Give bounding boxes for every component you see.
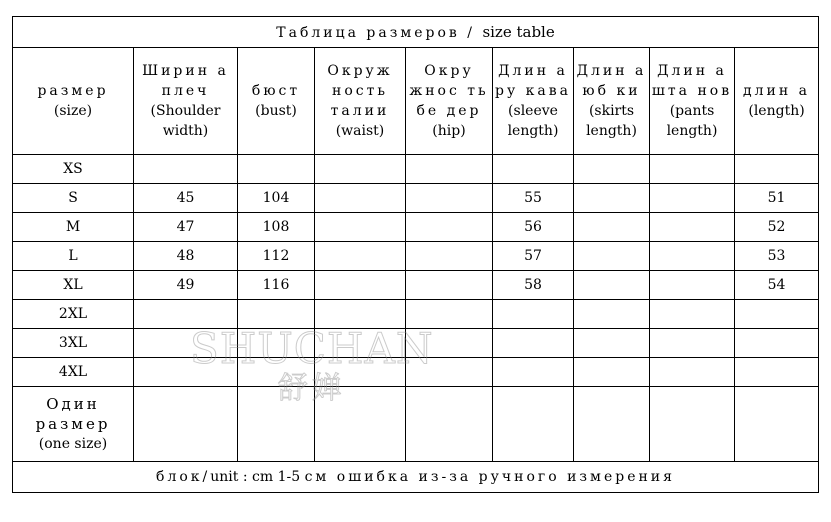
table-cell (574, 329, 650, 358)
table-cell: 56 (493, 213, 574, 242)
header-skirt: Длин а юб ки (skirts length) (574, 48, 650, 155)
table-cell (735, 358, 819, 387)
table-cell (574, 271, 650, 300)
table-cell (735, 329, 819, 358)
table-cell (493, 300, 574, 329)
table-cell (406, 271, 493, 300)
table-cell (493, 155, 574, 184)
header-row (13, 48, 819, 155)
watermark-en: SHUCHAN (190, 324, 434, 373)
table-cell: 53 (735, 242, 819, 271)
table-cell (238, 387, 315, 462)
table-cell (650, 155, 735, 184)
table-row (13, 155, 819, 184)
table-cell (406, 300, 493, 329)
size-label: 4XL (13, 358, 134, 387)
table-cell (238, 155, 315, 184)
table-cell (134, 155, 238, 184)
title-ru: Таблица размеров (276, 24, 460, 41)
table-cell (574, 358, 650, 387)
table-cell: 108 (238, 213, 315, 242)
table-cell (406, 213, 493, 242)
size-label: L (13, 242, 134, 271)
size-label: M (13, 213, 134, 242)
table-cell (493, 358, 574, 387)
table-cell (134, 329, 238, 358)
table-cell (238, 329, 315, 358)
size-table (12, 16, 819, 493)
table-row (13, 300, 819, 329)
table-row (13, 271, 819, 300)
table-cell (406, 155, 493, 184)
table-cell: 45 (134, 184, 238, 213)
header-hip: Окру жнос ть бе дер (hip) (406, 48, 493, 155)
size-label: XL (13, 271, 134, 300)
header-waist: Окруж ность талии (waist) (315, 48, 406, 155)
table-cell (650, 271, 735, 300)
table-cell (315, 329, 406, 358)
table-cell: 57 (493, 242, 574, 271)
size-label: 2XL (13, 300, 134, 329)
table-body (13, 155, 819, 387)
header-sleeve: Длин а ру кава (sleeve length) (493, 48, 574, 155)
footer-c: см ошибка из-за ручного измерения (304, 469, 675, 485)
table-cell: 51 (735, 184, 819, 213)
table-cell (650, 329, 735, 358)
table-cell (406, 184, 493, 213)
table-row-one-size (13, 387, 819, 462)
table-title (13, 17, 819, 48)
table-cell: 112 (238, 242, 315, 271)
size-label: 3XL (13, 329, 134, 358)
table-row (13, 329, 819, 358)
table-cell (650, 242, 735, 271)
header-pants: Длин а шта нов (pants length) (650, 48, 735, 155)
footer-a: блок/ (156, 469, 211, 485)
table-cell (406, 358, 493, 387)
table-row (13, 184, 819, 213)
size-label: S (13, 184, 134, 213)
table-cell (315, 184, 406, 213)
table-cell (406, 242, 493, 271)
footer-b: unit : cm 1-5 (210, 469, 305, 485)
title-en: size table (482, 22, 555, 41)
table-cell (650, 387, 735, 462)
table-cell (238, 358, 315, 387)
table-row (13, 358, 819, 387)
table-cell (650, 358, 735, 387)
table-cell (406, 329, 493, 358)
table-cell (493, 387, 574, 462)
table-cell (650, 184, 735, 213)
table-cell: 116 (238, 271, 315, 300)
table-cell (574, 155, 650, 184)
table-cell (238, 300, 315, 329)
table-cell (493, 329, 574, 358)
table-cell (650, 300, 735, 329)
table-row (13, 242, 819, 271)
table-cell (735, 300, 819, 329)
table-cell (574, 242, 650, 271)
table-cell: 55 (493, 184, 574, 213)
header-bust: бюст (bust) (238, 48, 315, 155)
table-cell (315, 213, 406, 242)
title-sep: / (459, 24, 483, 41)
table-cell (315, 358, 406, 387)
table-cell (315, 387, 406, 462)
table-cell (315, 271, 406, 300)
table-row (13, 213, 819, 242)
watermark-cn: 舒婵 (277, 371, 346, 406)
table-cell (315, 300, 406, 329)
one-size-label: Один размер (one size) (13, 387, 134, 462)
header-length: длин а (length) (735, 48, 819, 155)
table-cell (574, 300, 650, 329)
table-cell: 104 (238, 184, 315, 213)
table-cell (134, 358, 238, 387)
table-cell: 54 (735, 271, 819, 300)
table-cell: 58 (493, 271, 574, 300)
footer-note (13, 462, 819, 493)
table-cell (574, 387, 650, 462)
table-cell (574, 213, 650, 242)
table-cell (315, 242, 406, 271)
table-cell (735, 155, 819, 184)
table-cell (650, 213, 735, 242)
table-cell: 48 (134, 242, 238, 271)
table-cell: 47 (134, 213, 238, 242)
table-cell (134, 387, 238, 462)
table-cell (574, 184, 650, 213)
size-label: XS (13, 155, 134, 184)
table-cell (134, 300, 238, 329)
header-size: размер (size) (13, 48, 134, 155)
header-shoulder: Ширин а плеч (Shoulder width) (134, 48, 238, 155)
table-cell (735, 387, 819, 462)
table-cell (315, 155, 406, 184)
table-cell (406, 387, 493, 462)
table-cell: 52 (735, 213, 819, 242)
table-cell: 49 (134, 271, 238, 300)
